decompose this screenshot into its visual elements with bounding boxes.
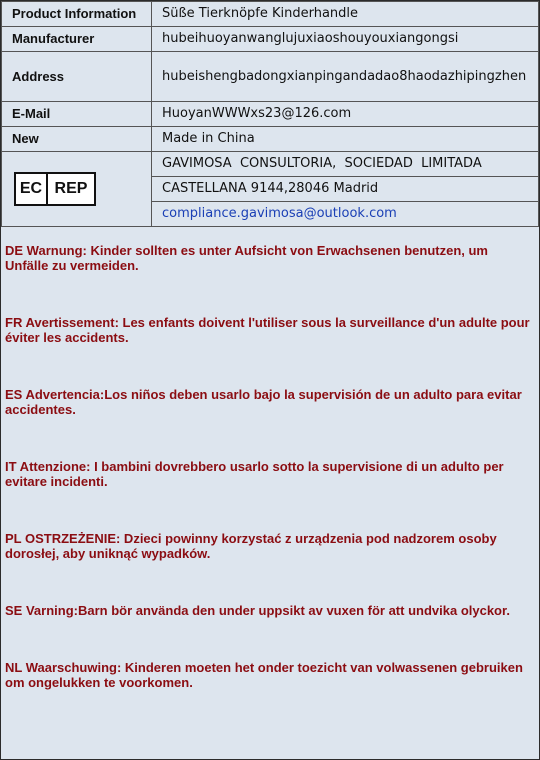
manufacturer-value: hubeihuoyanwanglujuxiaoshouyouxiangongsi	[152, 27, 539, 52]
address-row	[2, 52, 539, 102]
address-label: Address	[2, 52, 152, 102]
email-value: HuoyanWWWxs23@126.com	[152, 102, 539, 127]
ec-rep-ec-text: EC	[16, 174, 48, 204]
product-row	[2, 2, 539, 27]
email-label: E-Mail	[2, 102, 152, 127]
product-info-label: Product Information	[2, 2, 152, 27]
ec-rep-rep-text: REP	[54, 180, 88, 197]
manufacturer-label: Manufacturer	[2, 27, 152, 52]
ec-rep-email-link[interactable]: compliance.gavimosa@outlook.com	[162, 206, 397, 221]
ec-rep-row-company	[2, 152, 539, 177]
warning-pl: PL OSTRZEŻENIE: Dzieci powinny korzystać z urządzenia pod nadzorem osoby dorosłej, aby uniknąć wypadków.	[5, 531, 497, 561]
ec-rep-address: CASTELLANA 9144,28046 Madrid	[152, 177, 539, 202]
warning-es: ES Advertencia:Los niños deben usarlo bajo la supervisión de un adulto para evitar accidentes.	[5, 387, 522, 417]
warning-it: IT Attenzione: I bambini dovrebbero usarlo sotto la supervisione di un adulto per evitare incidenti.	[5, 459, 504, 489]
warning-fr: FR Avertissement: Les enfants doivent l'utiliser sous la surveillance d'un adulte pour éviter les accidents.	[5, 315, 530, 345]
email-row	[2, 102, 539, 127]
warning-nl: NL Waarschuwing: Kinderen moeten het onder toezicht van volwassenen gebruiken om ongelukken te voorkomen.	[5, 660, 523, 690]
ec-rep-email-cell	[152, 202, 539, 227]
new-label: New	[2, 127, 152, 152]
ec-rep-company: GAVIMOSA CONSULTORIA, SOCIEDAD LIMITADA	[152, 152, 539, 177]
warning-se: SE Varning:Barn bör använda den under uppsikt av vuxen för att undvika olyckor.	[5, 603, 510, 618]
new-row	[2, 127, 539, 152]
new-value: Made in China	[152, 127, 539, 152]
manufacturer-row	[2, 27, 539, 52]
product-info-value: Süße Tierknöpfe Kinderhandle	[152, 2, 539, 27]
ec-rep-symbol-cell	[2, 152, 152, 227]
warning-de: DE Warnung: Kinder sollten es unter Aufsicht von Erwachsenen benutzen, um Unfälle zu vermeiden.	[5, 243, 488, 273]
address-value: hubeishengbadongxianpingandadao8haodazhipingzhen	[152, 52, 539, 102]
ec-rep-symbol	[14, 172, 96, 206]
product-info-table	[1, 1, 539, 227]
warnings-section	[1, 227, 539, 690]
